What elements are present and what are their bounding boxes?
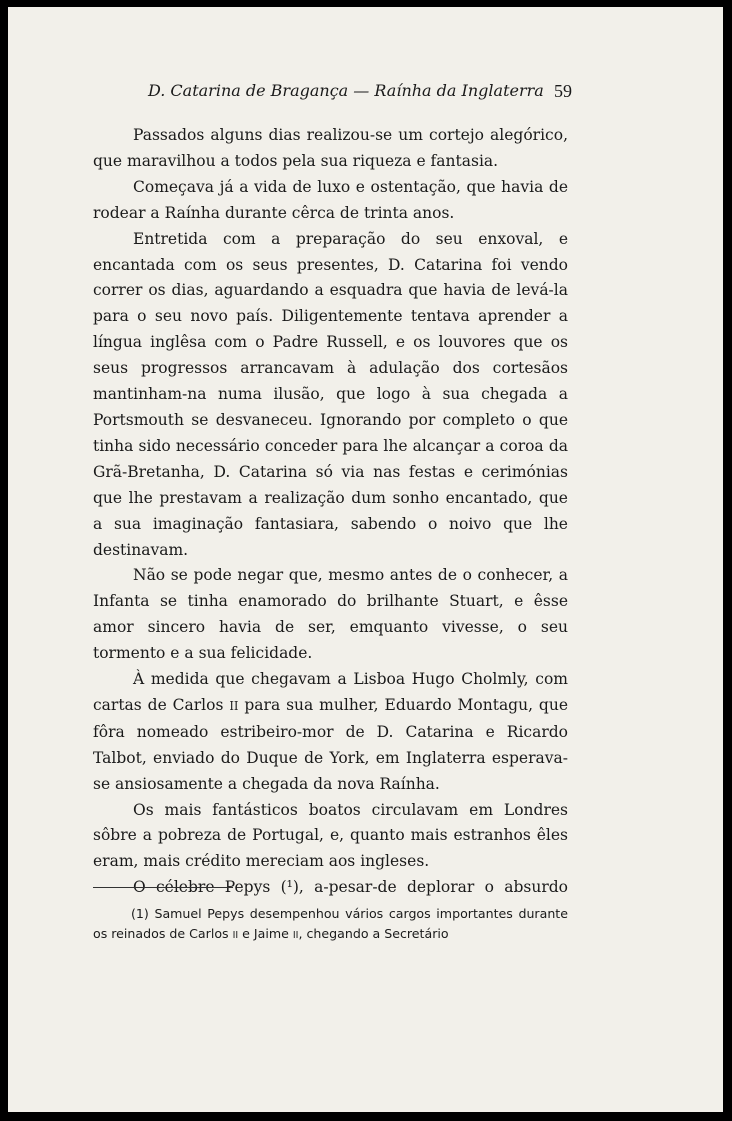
footnote <box>93 904 568 946</box>
footnote-end: , chegando a Secretário <box>298 926 449 941</box>
paragraph-1: Passados alguns dias realizou-se um cortejo alegórico, que maravilhou a todos pela sua riqueza e fantasia. <box>93 126 568 170</box>
page-header <box>8 77 723 107</box>
book-page <box>8 7 723 1112</box>
paragraph-6: Os mais fantásticos boatos circulavam em Londres sôbre a pobreza de Portugal, e, quanto mais estranhos êles eram, mais crédito mereciam aos ingleses. <box>93 800 568 871</box>
running-title: D. Catarina de Bragança — Raínha da Inglaterra <box>148 81 544 100</box>
roman-numeral: II <box>229 698 239 713</box>
paragraph-5 <box>93 667 568 798</box>
body-text <box>93 123 568 901</box>
footnote-text <box>93 904 568 946</box>
roman-numeral: II <box>292 930 299 941</box>
paragraph-7: O célebre Pepys (¹), a-pesar-de deplorar o absurdo <box>133 878 568 897</box>
paragraph-4: Não se pode negar que, mesmo antes de o conhecer, a Infanta se tinha enamorado do brilhante Stuart, e êsse amor sincero havia de ser, emquanto vivesse, o seu tormento e a sua felicidade. <box>93 566 568 663</box>
paragraph-5-start: À medida que chegavam a Lisboa Hugo Cholmly, com cartas de Carlos <box>93 670 568 714</box>
footnote-start: Samuel Pepys desempenhou vários cargos importantes durante os reinados de Carlos <box>93 906 568 941</box>
roman-numeral: II <box>232 930 239 941</box>
paragraph-3: Entretida com a preparação do seu enxoval, e encantada com os seus presentes, D. Catarina foi vendo correr os dias, aguardando a esquadra que havia de levá-la para o seu novo país. Diligentemente tentava aprender a língua inglêsa com o Padre Russell, e os louvores que os seus progressos arrancavam à adulação dos cortesãos mantinham-na numa ilusão, que logo à sua chegada a Portsmouth se desvaneceu. Ignorando por completo o que tinha sido necessário conceder para lhe alcançar a coroa da Grã-Bretanha, D. Catarina só via nas festas e cerimónias que lhe prestavam a realização dum sonho encantado, que a sua imaginação fantasiara, sabendo o noivo que lhe destinavam. <box>93 229 568 559</box>
paragraph-5-end: para sua mulher, Eduardo Montagu, que fôra nomeado estribeiro-mor de D. Catarina e Ricardo Talbot, enviado do Duque de York, em Inglaterra esperava-se ansiosamente a chegada da nova Raínha. <box>93 695 568 793</box>
paragraph-2: Começava já a vida de luxo e ostentação, que havia de rodear a Raínha durante cêrca de trinta anos. <box>93 177 568 222</box>
footnote-mid: e Jaime <box>238 926 293 941</box>
footnote-rule <box>93 887 233 888</box>
footnote-marker: (1) <box>131 906 149 921</box>
page-number: 59 <box>554 81 572 101</box>
